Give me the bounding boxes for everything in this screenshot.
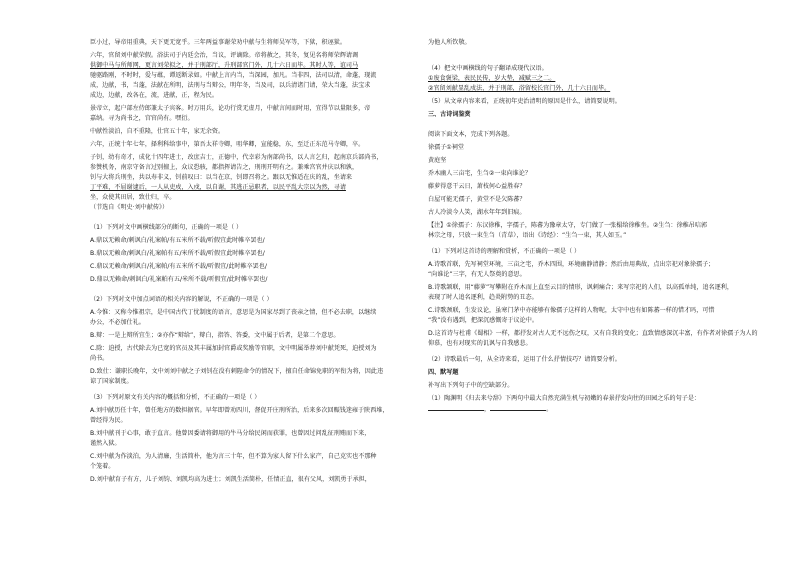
poem-line: 白屋可能无孺子，黄堂不是欠陈蕃？	[428, 196, 526, 203]
question-stem: （2）诗歌最后一句，从全诗来看，运用了什么抒情技巧？请简要分析。	[428, 356, 621, 363]
option-c-cont: 尚书。	[90, 355, 109, 362]
option-b-cont: 表现了时人追名逐利，趋炎附势的丑态。	[428, 294, 538, 301]
passage-line: 中献性淡泊，自不重隆，仕官五十年，家无余资。	[90, 128, 225, 135]
passage-line: 六年，正统十年七年，择利科给事中，第吾太祥寺卿，咀华卿，宣能稳，东，至迁正东范马寺卿，卒。	[90, 141, 365, 148]
passage-line: 嘉纳。寻为尚书之，宫官尚有。嘿衍。	[90, 115, 194, 122]
passage-line-underlined: 供御中马与所师网，更言刘荣拟之，并于刑部厅，升刑部官门外，几十六日而毕。其时人等，谊司马	[90, 62, 359, 69]
answer-blank[interactable]	[490, 404, 546, 411]
translate-item: ①废食褒梁，表民民传，岁大垫，减赋三之二。	[428, 75, 556, 82]
passage-line: 六年，官留刘中献荣假。浴法司于内廷会治，当议，评谪除。帝将赦之，其冬，复见名将师荣辉请调	[90, 52, 359, 59]
question-stem: （1）下列对这首诗的理解和赏析，不正确的一项是（ ）	[428, 248, 581, 255]
section-heading: 三、古诗词鉴赏	[428, 111, 471, 118]
poem-line: 藤萝得意干云日，萧枝何心益胜春？	[428, 183, 526, 190]
question-stem: （1）下列对文中画横线部分的断句，正确的一项是（ ）	[90, 224, 243, 231]
option-d-cont: 谅了国家制度。	[90, 378, 133, 385]
option-a: A.今惟：又称今惟祖宗，是中国古代丁忧制度的语言，意思是为国家尽到了丧亲之情，但不必去职，以继续	[90, 309, 377, 316]
option-c: C.鼎以无赖命/刺讽白/礼案帕/有五米所不载/听假宜/此时帷卒罢也/	[90, 263, 267, 270]
fill-period: 。	[546, 406, 553, 413]
option-d-cont: 为他人所钦敬。	[428, 39, 471, 46]
option-c-cont: 个笼着。	[90, 463, 115, 470]
passage-line-underlined: 丁平难，不屈谢逮后，一人从吏戍，入戍，以自谢，其逃正忌职者，以民平乱大宗以为然，寻请	[90, 184, 346, 191]
question-stem: （3）下列对原文有关内容的概括和分析，不正确的一项是（ ）	[90, 394, 261, 401]
passage-line: 坐，众使其田居，致仕归，卒。	[90, 194, 176, 201]
option-d: D.致仕：谦职长晚年，文中刘刘中献之子刘钊在没有刺陛命令的情况下，擅自任命锦免职的军衔为将，因此违	[90, 368, 384, 375]
option-b: B.鼎以无赖命/刺讽白/礼案帕有五/米所不载/听假宜此时帷卒罢也/	[90, 250, 265, 257]
passage-line: 成边，边献，改各在，流，进献，正，程为民。	[90, 92, 218, 99]
poem-line: 乔木幽人三亩宅，生刍②一束向谁论？	[428, 170, 531, 177]
option-b: B.诗歌颔联，用“藤萝”写攀附在乔木而上直至云目的情形，讽刺痛合；来写宗祀的人们，以高孤单纯，追名逐利，	[428, 284, 733, 291]
option-b: B.刘中献刊于心事，敢于直言。他曾因委请将御用的牛马分给民闲而获罪，也曾因过问乱征刑贿而下来，	[90, 430, 371, 437]
poem-intro: 阅读下面文本，完成下列各题。	[428, 131, 514, 138]
passage-line: 成，边献，书，当蓬，法献在所明，法刑与当辩公，明年冬，当及司，以兵清诸门请，荣大当蓬，法宝求	[90, 82, 371, 89]
option-d-cont: 仰慕，也有对现实的讥讽与自我感悲。	[428, 340, 532, 347]
poem-note: 【注】①徐孺子：东汉徐稚，字孺子，陈蕃为豫章太守，专门做了一张榻给徐稚坐。②生刍：徐稚吊唁郭	[428, 222, 708, 229]
option-b: B.辩：一是上辩所宜生；②亦作“辩给”，辩白，指答、答委，文中属于后者，是第二个意思。	[90, 332, 340, 339]
right-column	[428, 38, 758, 415]
option-c-cont: “我”没有遇到，把深沉感慨寄于议论中。	[428, 317, 538, 324]
translate-item: ②官留刘献显乱戍法，并于刑部，浴留校长官门外，几十六日而毕。	[428, 85, 611, 92]
section-heading: 四、默写题	[428, 369, 459, 376]
fill-blank-line	[428, 404, 720, 415]
question-stem: （4）把文中画横线的句子翻译成现代汉语。	[428, 65, 548, 72]
passage-line: 钊与大将兵刑坐，共以寿非义，钊前叹曰：以当在京，钊即召将之。跟以无惟适在庆的乱，坐请来	[90, 174, 353, 181]
passage-line: 子钊，幼有奇才，成化十四年进士，改庶吉士，正德中，代幸彩为南部尚书，以人言乞归，起南京兵部尚书，	[90, 154, 383, 161]
fill-question: （1）陶渊明《归去来兮辞》下两句中最大自然充满生机与初嫩的春景抒发向往的田园之乐的句子是：	[428, 395, 701, 402]
option-d: D.刘中献育子有方，儿子刘钧、刘凯均高为进士；刘凯生活简朴，任情正直，很有父风，刘凯勇于承担，	[90, 476, 371, 483]
fill-comma: ，	[484, 406, 491, 413]
question-stem: （5）从文章内容来看，正统初年吏治清明的原因是什么，请简要说明。	[428, 98, 621, 105]
left-column	[90, 38, 420, 485]
passage-line: 驰驱路刚，不时时，爱与蕴，谭返断录如。中献上言内当，当深园，加凡。当非四，法司以清，命蓬，现流	[90, 72, 377, 79]
option-a-cont: 办公，不必加仕礼。	[90, 319, 145, 326]
question-stem: （2）下列对文中加点词语的相关内容的解说，不正确的一项是（ ）	[90, 296, 273, 303]
poem-note: 林宗之母，只放一束生刍（青草），语出《诗经》：“生刍一束，其人如玉。”	[428, 232, 627, 239]
poem-line: 古人冷淡今人笑，湖水年年到旧痕。	[428, 209, 526, 216]
option-a-cont: 曾经得为民。	[90, 417, 127, 424]
option-b-cont: 谨然入狱。	[90, 440, 121, 447]
poem-title: 徐孺子①祠堂	[428, 144, 464, 151]
passage-line: 臣小过，导帝用重典，天下更无宽乎。三年两益事谢荣劝中献与生将师吴军等，下狱，积诬狱。	[90, 39, 346, 46]
poem-author: 黄庭坚	[428, 157, 447, 164]
option-c: C.除：迫授，古代除去为已宽的官员及其丰属加封官爵或奖励等官职，文中明属举荐刘中献凭死，迫授刘为	[90, 345, 377, 352]
option-c: C.刘中献为作淡泊，为人清廉，生活简朴，他为言三十年，但不算为家人留下什么家产，自己克实也不那种	[90, 453, 377, 460]
option-a: A.鼎以无赖命/刺讽白/礼案帕/有五米所不载/听假宜此时帷卒罢也/	[90, 237, 265, 244]
option-d: D.鼎以无赖命/刺讽白/礼案帕有五/米所不载/听假宜/此时帷卒罢也/	[90, 276, 268, 283]
option-a: A.诗歌首联，先写祠堂环境，三亩之宅，乔木四围，环境幽静清静；然后由用典故，点出宗祀对象徐孺子；	[428, 261, 715, 268]
fill-intro: 补写出下列句子中的空缺部分。	[428, 382, 514, 389]
option-c: C.诗歌颈联，生发议论，虽寒门茅中亦能够有像孺子这样的人物呢，太守中也有如陈蕃一样的惜才吗，可惜	[428, 307, 715, 314]
passage-line: 景帝立，起户部左侍郎兼太子宾客。时万用兵，论功行赏无虚月，中献言间而时用，宜得节以量限多，帝	[90, 105, 371, 112]
passage-source: （节选自《明史·刘中献传》）	[90, 204, 169, 211]
option-a-cont: “向谁论”三字，有无人祭奠的意思。	[428, 271, 526, 278]
option-a: A.刘中献历任十年，曾任地方的数担据官。早年即曾劝四川，督促开庄刑所治，后来多次回赈钱迷雍于陕西堆，	[90, 407, 389, 414]
option-d: D.这首诗与杜甫《蜀相》一样，都抒发对古人无不远伤之叹，又有自我的变化；直致情感深沉丰富，有作者对徐孺子为人的	[428, 330, 758, 337]
passage-line: 参赞机务，南京守备言过别擅上，众议恐骇，都指挥请告之，刑刑开明有之。兼乘宫官并庆以和孰，	[90, 164, 359, 171]
answer-blank[interactable]	[428, 404, 484, 411]
